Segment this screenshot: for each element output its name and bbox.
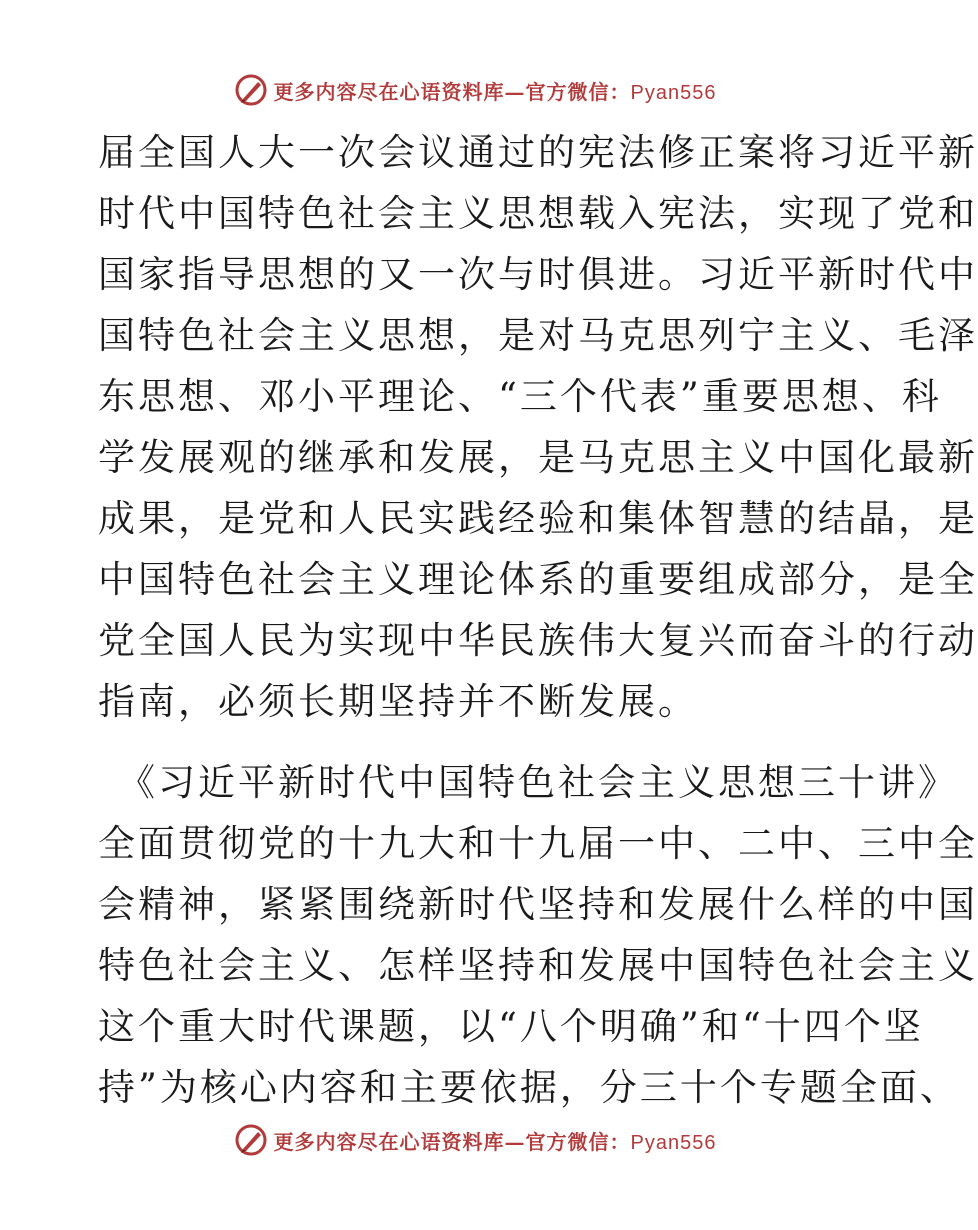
header-banner (0, 70, 950, 110)
text-line: 时代中国特色社会主义思想载入宪法，实现了党和 (98, 192, 978, 235)
text-line: 指南，必须长期坚持并不断发展。 (98, 680, 698, 723)
text-line: 国家指导思想的又一次与时俱进。习近平新时代中 (98, 253, 978, 296)
banner-text (274, 1126, 717, 1155)
document-body (98, 122, 978, 1118)
text-line: 全面贯彻党的十九大和十九届一中、二中、三中全 (98, 822, 978, 865)
text-line: 成果，是党和人民实践经验和集体智慧的结晶，是 (98, 497, 978, 540)
text-line: 东思想、邓小平理论、“三个代表”重要思想、科 (98, 375, 942, 418)
pen-logo-icon (234, 1123, 268, 1157)
paragraph-1 (98, 122, 978, 732)
text-line: 党全国人民为实现中华民族伟大复兴而奋斗的行动 (98, 619, 978, 662)
text-line: 这个重大时代课题，以“八个明确”和“十四个坚 (98, 1005, 924, 1048)
text-line: 会精神，紧紧围绕新时代坚持和发展什么样的中国 (98, 883, 978, 926)
wechat-handle: Pyan556 (630, 1131, 717, 1154)
text-line: 届全国人大一次会议通过的宪法修正案将习近平新 (98, 131, 978, 174)
text-line: 持”为核心内容和主要依据，分三十个专题全面、 (98, 1066, 960, 1109)
banner-text (274, 76, 717, 105)
text-line: 学发展观的继承和发展，是马克思主义中国化最新 (98, 436, 978, 479)
banner-label: 更多内容尽在心语资料库—官方微信： (273, 79, 631, 104)
wechat-handle: Pyan556 (630, 81, 717, 104)
text-line: 《习近平新时代中国特色社会主义思想三十讲》 (118, 761, 958, 804)
text-line: 国特色社会主义思想，是对马克思列宁主义、毛泽 (98, 314, 978, 357)
text-line: 特色社会主义、怎样坚持和发展中国特色社会主义 (98, 944, 978, 987)
pen-logo-icon (234, 73, 268, 107)
paragraph-2 (98, 752, 978, 1118)
text-line: 中国特色社会主义理论体系的重要组成部分，是全 (98, 558, 978, 601)
banner-label: 更多内容尽在心语资料库—官方微信： (273, 1129, 631, 1154)
footer-banner (0, 1120, 950, 1160)
